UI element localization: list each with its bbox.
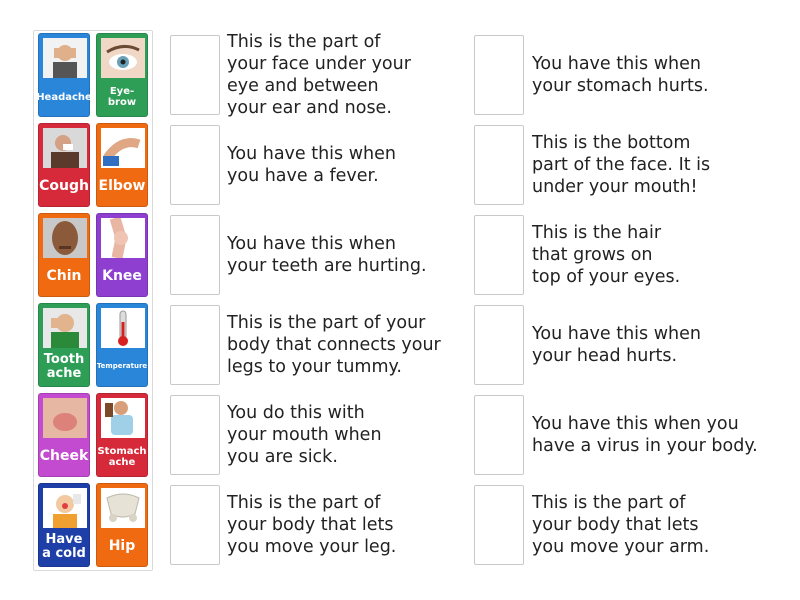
- thermometer-photo: [101, 308, 145, 348]
- answer-tile-label: Knee: [102, 268, 142, 285]
- drop-slot-left-5[interactable]: [170, 395, 220, 475]
- chin-photo: [43, 218, 87, 258]
- clue-text-right-5: You have this when you have a virus in your body.: [532, 414, 758, 456]
- answer-tile-elbow[interactable]: [96, 123, 148, 207]
- clue-text-right-3: This is the hair that grows on top of your eyes.: [532, 223, 681, 287]
- drop-slot-left-6[interactable]: [170, 485, 220, 565]
- clue-text-left-2: You have this when you have a fever.: [227, 144, 396, 186]
- clue-text-left-5: You do this with your mouth when you are sick.: [227, 403, 382, 467]
- drop-slot-left-4[interactable]: [170, 305, 220, 385]
- knee-photo: [101, 218, 145, 258]
- clue-text-left-6: This is the part of your body that lets you move your leg.: [227, 493, 397, 557]
- answer-tile-label: Hip: [108, 538, 136, 555]
- drop-slot-right-6[interactable]: [474, 485, 524, 565]
- answer-tile-stomach-ache[interactable]: [96, 393, 148, 477]
- headache-photo: [43, 38, 87, 78]
- answer-tile-headache[interactable]: [38, 33, 90, 117]
- drop-slot-right-2[interactable]: [474, 125, 524, 205]
- drop-slot-left-1[interactable]: [170, 35, 220, 115]
- answer-tile-have-a-cold[interactable]: [38, 483, 90, 567]
- answer-tile-hip[interactable]: [96, 483, 148, 567]
- cough-photo: [43, 128, 87, 168]
- clue-text-right-2: This is the bottom part of the face. It is under your mouth!: [532, 133, 711, 197]
- drop-slot-right-4[interactable]: [474, 305, 524, 385]
- answer-tile-label: Temperature: [96, 362, 148, 371]
- eyebrow-photo: [101, 38, 145, 78]
- cheek-photo: [43, 398, 87, 438]
- answer-tile-knee[interactable]: [96, 213, 148, 297]
- drop-slot-left-3[interactable]: [170, 215, 220, 295]
- answer-tile-label: Cough: [39, 178, 89, 195]
- drop-slot-left-2[interactable]: [170, 125, 220, 205]
- answer-tile-tooth-ache[interactable]: [38, 303, 90, 387]
- elbow-photo: [101, 128, 145, 168]
- answer-tile-label: Headache: [36, 91, 92, 103]
- cold-photo: [43, 488, 87, 528]
- drop-slot-right-3[interactable]: [474, 215, 524, 295]
- hip-photo: [101, 488, 145, 528]
- clue-text-right-4: You have this when your head hurts.: [532, 324, 701, 366]
- clue-text-right-6: This is the part of your body that lets you move your arm.: [532, 493, 710, 557]
- clue-text-left-4: This is the part of your body that connects your legs to your tummy.: [227, 313, 441, 377]
- toothache-photo: [43, 308, 87, 348]
- answer-tile-label: Chin: [46, 268, 82, 285]
- answer-tile-cough[interactable]: [38, 123, 90, 207]
- stomachache-photo: [101, 398, 145, 438]
- answer-tile-label: Eye-brow: [107, 86, 137, 108]
- drop-slot-right-5[interactable]: [474, 395, 524, 475]
- clue-text-left-1: This is the part of your face under your eye and between your ear and nose.: [227, 32, 411, 118]
- clue-text-left-3: You have this when your teeth are hurting.: [227, 234, 427, 276]
- drop-slot-right-1[interactable]: [474, 35, 524, 115]
- clue-text-right-1: You have this when your stomach hurts.: [532, 54, 709, 96]
- answer-tile-label: Cheek: [39, 448, 89, 465]
- answer-tile-label: Stomach ache: [97, 446, 147, 468]
- answer-tile-eye-brow[interactable]: [96, 33, 148, 117]
- answer-tile-label: Elbow: [98, 178, 146, 195]
- answer-tile-label: Tooth ache: [43, 351, 85, 381]
- answer-tile-chin[interactable]: [38, 213, 90, 297]
- answer-tile-temperature[interactable]: [96, 303, 148, 387]
- answer-tile-cheek[interactable]: [38, 393, 90, 477]
- answer-tile-label: Have a cold: [42, 531, 86, 561]
